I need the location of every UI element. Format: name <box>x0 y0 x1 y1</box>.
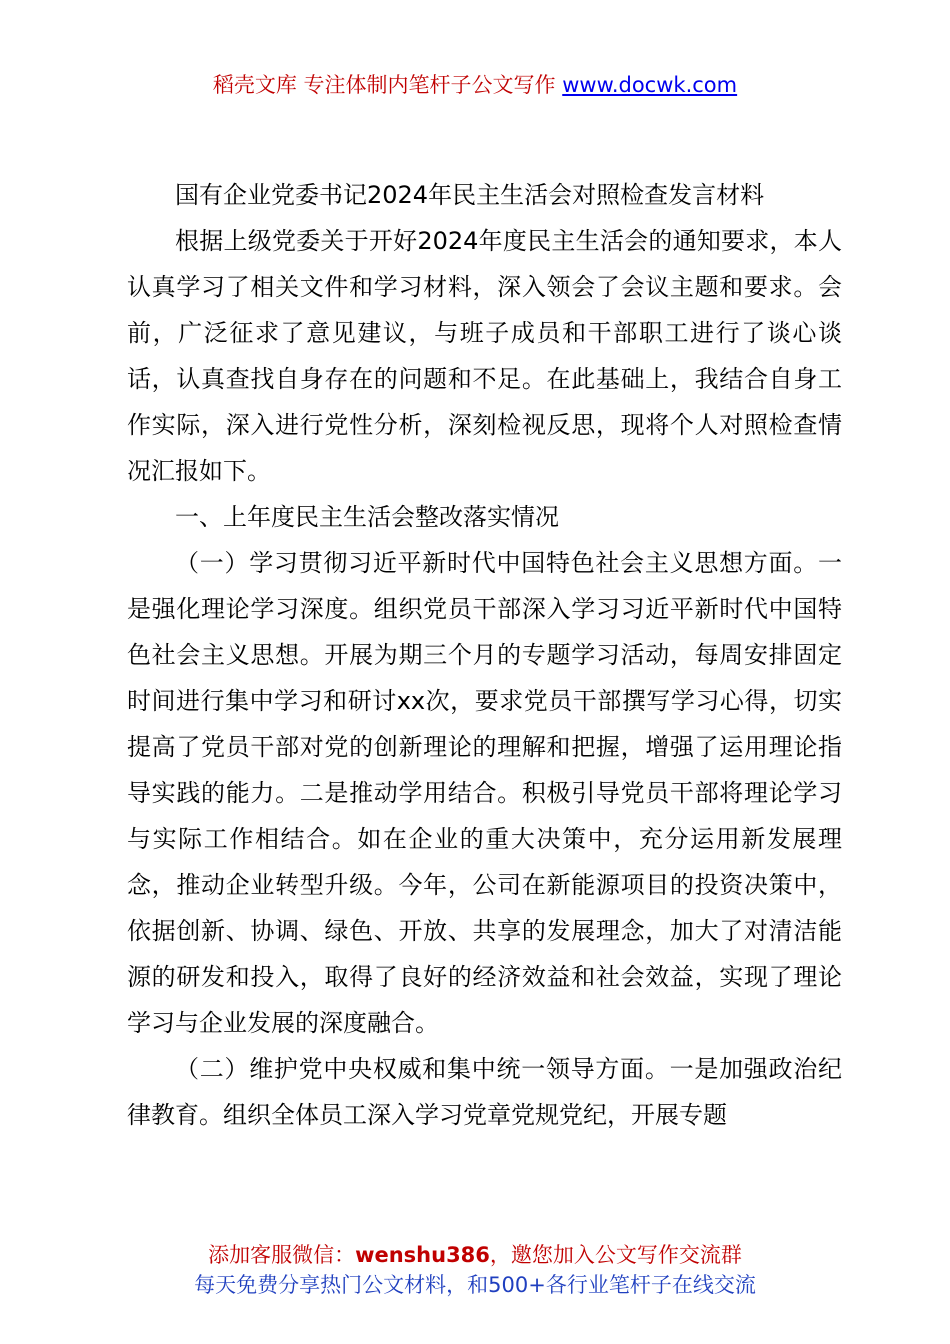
section-paragraph-2: （二）维护党中央权威和集中统一领导方面。一是加强政治纪律教育。组织全体员工深入学习党章党规党纪，开展专题 <box>127 1055 842 1129</box>
footer-line-1 <box>0 1240 950 1270</box>
section-heading: 一、上年度民主生活会整改落实情况 <box>175 503 559 531</box>
header-brand-text: 稻壳文库 专注体制内笔杆子公文写作 <box>212 73 563 97</box>
document-body <box>127 172 842 1138</box>
intro-paragraph: 根据上级党委关于开好2024年度民主生活会的通知要求，本人认真学习了相关文件和学习材料，深入领会了会议主题和要求。会前，广泛征求了意见建议，与班子成员和干部职工进行了谈心谈话，认真查找自身存在的问题和不足。在此基础上，我结合自身工作实际，深入进行党性分析，深刻检视反思，现将个人对照检查情况汇报如下。 <box>127 227 842 485</box>
watermark-header <box>0 70 950 100</box>
promo-footer <box>0 1240 950 1300</box>
footer-line-2: 每天免费分享热门公文材料，和500+各行业笔杆子在线交流 <box>194 1273 756 1297</box>
wechat-id: wenshu386 <box>355 1243 490 1267</box>
section-paragraph-1: （一）学习贯彻习近平新时代中国特色社会主义思想方面。一是强化理论学习深度。组织党员干部深入学习习近平新时代中国特色社会主义思想。开展为期三个月的专题学习活动，每周安排固定时间进行集中学习和研讨xx次，要求党员干部撰写学习心得，切实提高了党员干部对党的创新理论的理解和把握，增强了运用理论指导实践的能力。二是推动学用结合。积极引导党员干部将理论学习与实际工作相结合。如在企业的重大决策中，充分运用新发展理念，推动企业转型升级。今年，公司在新能源项目的投资决策中，依据创新、协调、绿色、开放、共享的发展理念，加大了对清洁能源的研发和投入，取得了良好的经济效益和社会效益，实现了理论学习与企业发展的深度融合。 <box>127 549 842 1037</box>
document-title: 国有企业党委书记2024年民主生活会对照检查发言材料 <box>175 181 765 209</box>
footer-invite-text: ，邀您加入公文写作交流群 <box>489 1243 742 1267</box>
website-link[interactable]: www.docwk.com <box>562 73 738 97</box>
footer-wechat-label: 添加客服微信： <box>208 1243 356 1267</box>
